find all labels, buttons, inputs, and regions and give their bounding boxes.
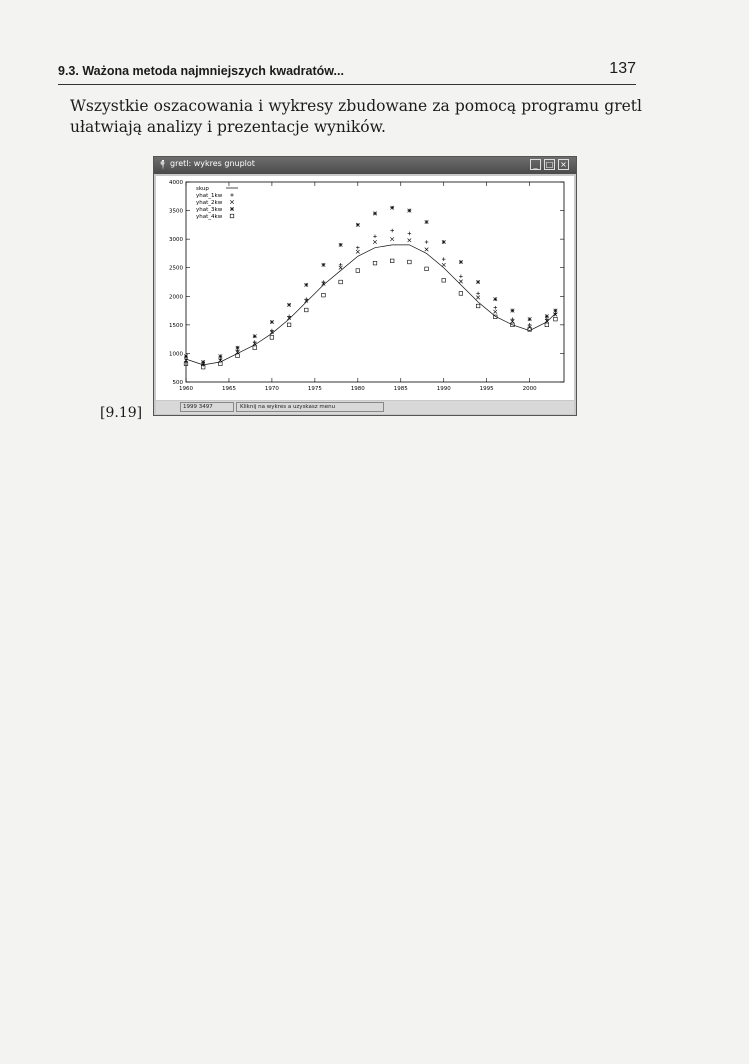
x-tick-label: 1995 [479, 386, 494, 392]
point-yhat_1kw [476, 292, 480, 296]
x-tick-label: 1980 [350, 386, 365, 392]
point-yhat_1kw [425, 240, 429, 244]
point-yhat_4kw [236, 354, 240, 358]
point-yhat_2kw [493, 310, 497, 314]
point-yhat_3kw [554, 309, 558, 313]
point-yhat_3kw [511, 309, 515, 313]
point-yhat_1kw [373, 234, 377, 238]
chart[interactable] [156, 176, 574, 400]
point-yhat_1kw [493, 306, 497, 310]
window-titlebar[interactable] [154, 157, 576, 174]
point-yhat_2kw [356, 250, 360, 254]
x-tick-label: 2000 [522, 386, 537, 392]
maximize-icon: □ [545, 160, 554, 169]
point-yhat_3kw [493, 297, 497, 301]
point-yhat_3kw [442, 240, 446, 244]
point-yhat_3kw [545, 314, 549, 318]
point-yhat_2kw [408, 238, 412, 242]
legend-label: yhat_2kw [196, 200, 223, 206]
point-yhat_2kw [373, 240, 377, 244]
point-yhat_3kw [528, 317, 532, 321]
running-head: 9.3. Ważona metoda najmniejszych kwadratów... [58, 64, 344, 78]
gretl-app-icon [158, 160, 167, 170]
point-yhat_3kw [287, 303, 291, 307]
y-tick-label: 1500 [169, 322, 183, 329]
page-number: 137 [609, 60, 636, 77]
point-yhat_4kw [270, 336, 274, 340]
legend-swatch [230, 200, 234, 204]
x-tick-label: 1965 [221, 386, 236, 392]
point-yhat_3kw [425, 220, 429, 224]
legend-swatch [230, 214, 234, 218]
minimize-icon: _ [533, 160, 538, 169]
page-header [58, 60, 636, 85]
status-bar [156, 401, 574, 414]
close-button[interactable] [558, 159, 569, 170]
point-yhat_2kw [476, 296, 480, 300]
window-title: gretl: wykres gnuplot [170, 159, 255, 168]
point-yhat_4kw [476, 304, 480, 308]
x-tick-label: 1970 [264, 386, 279, 392]
point-yhat_1kw [442, 257, 446, 261]
cursor-coordinates: 1999 3497 [180, 402, 234, 412]
intro-paragraph: Wszystkie oszacowania i wykresy zbudowane za pomocą programu gretl ułatwiają analizy i prezentacje wyników. [70, 97, 642, 136]
point-yhat_4kw [390, 259, 394, 263]
minimize-button[interactable] [530, 159, 541, 170]
maximize-button[interactable] [544, 159, 555, 170]
point-yhat_3kw [339, 243, 343, 247]
point-yhat_3kw [390, 206, 394, 210]
point-yhat_3kw [304, 283, 308, 287]
point-yhat_2kw [425, 248, 429, 252]
point-yhat_4kw [253, 346, 257, 350]
point-yhat_4kw [459, 292, 463, 296]
point-yhat_4kw [322, 293, 326, 297]
y-tick-label: 500 [172, 380, 183, 386]
y-tick-label: 1000 [169, 351, 183, 358]
point-yhat_4kw [339, 280, 343, 284]
point-yhat_3kw [322, 263, 326, 267]
point-yhat_3kw [253, 334, 257, 338]
gretl-plot-window [153, 156, 577, 416]
point-yhat_3kw [184, 354, 188, 358]
legend-label: yhat_1kw [196, 193, 223, 199]
x-tick-label: 1985 [393, 386, 408, 392]
point-yhat_1kw [322, 280, 326, 284]
point-yhat_1kw [408, 232, 412, 236]
equation-label: [9.19] [100, 405, 143, 421]
y-tick-label: 3000 [169, 237, 183, 244]
point-yhat_4kw [304, 308, 308, 312]
point-yhat_3kw [476, 280, 480, 284]
point-yhat_4kw [442, 278, 446, 282]
point-yhat_3kw [356, 223, 360, 227]
close-icon: × [560, 160, 567, 169]
point-yhat_3kw [373, 212, 377, 216]
point-yhat_1kw [253, 340, 257, 344]
legend-label: skup [196, 186, 209, 192]
point-yhat_4kw [356, 269, 360, 273]
x-tick-label: 1990 [436, 386, 451, 392]
x-tick-label: 1960 [179, 386, 193, 392]
point-yhat_3kw [270, 320, 274, 324]
point-yhat_1kw [459, 274, 463, 278]
point-yhat_3kw [459, 260, 463, 264]
point-yhat_4kw [373, 261, 377, 265]
y-tick-label: 2500 [169, 265, 183, 272]
y-tick-label: 4000 [169, 180, 183, 186]
legend-label: yhat_4kw [196, 214, 223, 220]
legend-swatch [230, 207, 234, 211]
point-yhat_3kw [201, 360, 205, 364]
legend-swatch [230, 193, 234, 197]
x-tick-label: 1975 [307, 386, 322, 392]
plot-area[interactable] [156, 176, 574, 400]
status-hint: Kliknij na wykres a uzyskasz menu [236, 402, 384, 412]
point-yhat_3kw [236, 346, 240, 350]
y-tick-label: 3500 [169, 208, 183, 215]
point-yhat_4kw [408, 260, 412, 264]
legend-label: yhat_3kw [196, 207, 223, 213]
series-line-skup [186, 245, 555, 365]
point-yhat_1kw [270, 329, 274, 333]
point-yhat_4kw [287, 323, 291, 327]
point-yhat_3kw [408, 209, 412, 213]
y-tick-label: 2000 [169, 294, 183, 301]
point-yhat_2kw [390, 237, 394, 241]
point-yhat_1kw [356, 246, 360, 250]
point-yhat_4kw [554, 317, 558, 321]
point-yhat_1kw [390, 229, 394, 233]
point-yhat_3kw [219, 354, 223, 358]
point-yhat_4kw [425, 267, 429, 271]
point-yhat_2kw [442, 263, 446, 267]
point-yhat_4kw [545, 323, 549, 327]
point-yhat_2kw [459, 280, 463, 284]
